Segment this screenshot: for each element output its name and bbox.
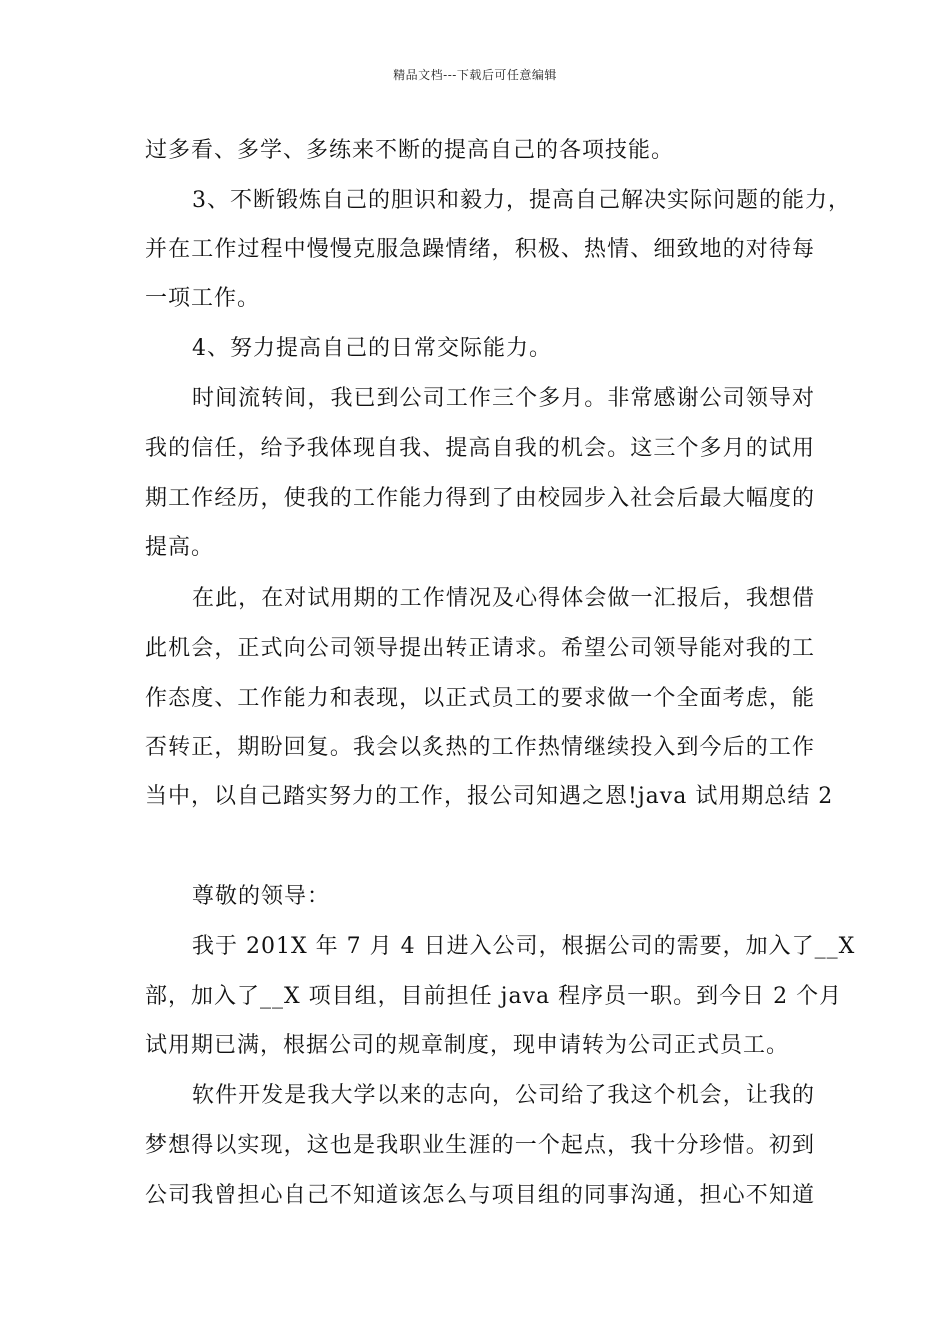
text-line: 一项工作。 [145, 286, 261, 311]
text-line: 部，加入了__X 项目组，目前担任 java 程序员一职。到今日 2 个月 [145, 984, 843, 1009]
text-line: 提高。 [145, 535, 215, 560]
text-line: 3、不断锻炼自己的胆识和毅力，提高自己解决实际问题的能力， [192, 188, 851, 213]
text-line: 梦想得以实现，这也是我职业生涯的一个起点，我十分珍惜。初到 [145, 1133, 815, 1158]
text-line: 否转正，期盼回复。我会以炙热的工作热情继续投入到今后的工作 [145, 735, 815, 760]
salutation: 尊敬的领导： [192, 884, 331, 909]
page-header: 精品文档---下载后可任意编辑 [393, 68, 557, 82]
text-line: 在此，在对试用期的工作情况及心得体会做一汇报后，我想借 [192, 586, 815, 611]
text-line: 4、努力提高自己的日常交际能力。 [192, 336, 552, 361]
text-line: 我于 201X 年 7 月 4 日进入公司，根据公司的需要，加入了__X [192, 934, 856, 959]
text-line: 软件开发是我大学以来的志向，公司给了我这个机会，让我的 [192, 1083, 815, 1108]
text-line: 并在工作过程中慢慢克服急躁情绪，积极、热情、细致地的对待每 [145, 237, 815, 262]
text-line: 作态度、工作能力和表现，以正式员工的要求做一个全面考虑，能 [145, 686, 815, 711]
text-line: 期工作经历，使我的工作能力得到了由校园步入社会后最大幅度的 [145, 486, 815, 511]
text-line: 试用期已满，根据公司的规章制度，现申请转为公司正式员工。 [145, 1033, 790, 1058]
text-line: 当中，以自己踏实努力的工作，报公司知遇之恩!java 试用期总结 2 [145, 784, 834, 809]
text-line: 公司我曾担心自己不知道该怎么与项目组的同事沟通，担心不知道 [145, 1183, 815, 1208]
text-line: 过多看、多学、多练来不断的提高自己的各项技能。 [145, 138, 675, 163]
text-line: 此机会，正式向公司领导提出转正请求。希望公司领导能对我的工 [145, 636, 815, 661]
text-line: 我的信任，给予我体现自我、提高自我的机会。这三个多月的试用 [145, 436, 815, 461]
text-line: 时间流转间，我已到公司工作三个多月。非常感谢公司领导对 [192, 386, 815, 411]
